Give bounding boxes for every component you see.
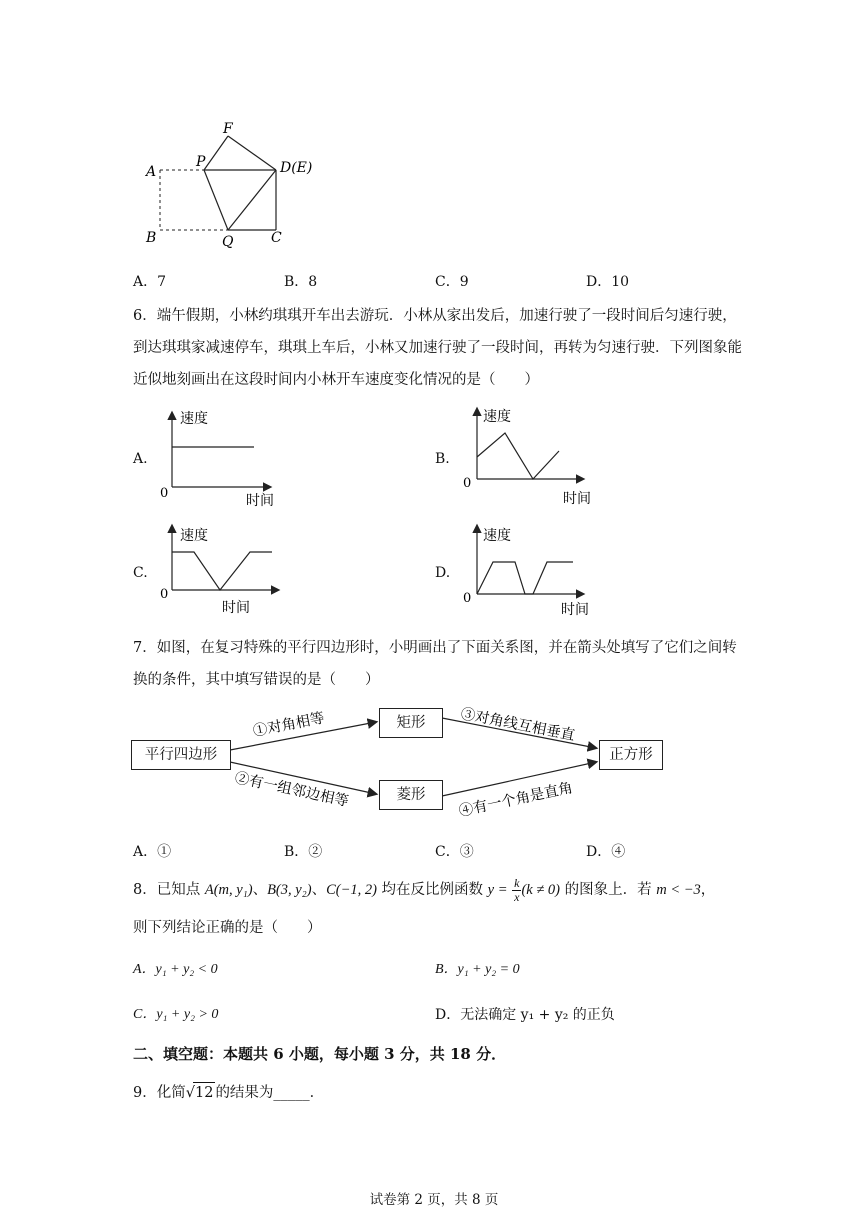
condition-2-label: ②有一组邻边相等 xyxy=(233,770,350,811)
q5-geometry-figure xyxy=(140,118,340,248)
q9-prefix: 9．化简 xyxy=(133,1085,186,1101)
q9-question xyxy=(133,1082,324,1103)
label-Q: Q xyxy=(222,234,234,248)
q6-option-c-letter[interactable]: C. xyxy=(133,565,148,581)
q8-option-c[interactable]: C．y₁ + y₂ > 0 xyxy=(133,1007,219,1022)
q8-question-line2: 则下列结论正确的是（ ） xyxy=(133,920,322,936)
q8-point-c: C(−1, 2) xyxy=(326,882,377,898)
q6-option-a-letter[interactable]: A. xyxy=(133,451,148,467)
graph-d-xlabel: 时间 xyxy=(561,602,589,618)
q8-mid: 均在反比例函数 xyxy=(381,882,484,898)
q5-option-d[interactable]: D．10 xyxy=(586,274,630,290)
graph-b-ylabel: 速度 xyxy=(483,409,511,425)
graph-a-origin: 0 xyxy=(160,486,169,501)
label-B: B xyxy=(146,230,157,246)
graph-c-ylabel: 速度 xyxy=(180,528,208,544)
graph-c-origin: 0 xyxy=(160,587,169,602)
box-parallelogram: 平行四边形 xyxy=(131,740,231,770)
q6-option-d-letter[interactable]: D. xyxy=(435,565,451,581)
box-rhombus: 菱形 xyxy=(379,780,443,810)
graph-d-ylabel: 速度 xyxy=(483,528,511,544)
q9-radicand: 12 xyxy=(193,1082,215,1103)
q6-option-b-letter[interactable]: B. xyxy=(435,451,450,467)
q5-option-c[interactable]: C．9 xyxy=(435,274,469,290)
condition-3-label: ③对角线互相垂直 xyxy=(459,706,577,745)
graph-a-ylabel: 速度 xyxy=(180,411,208,427)
label-A: A xyxy=(146,164,157,180)
q6-question-text: 6．端午假期，小林约琪琪开车出去游玩．小林从家出发后，加速行驶了一段时间后匀速行驶，到达琪琪家减速停车，琪琪上车后，小林又加速行驶了一段时间，再转为匀速行驶．下列图象能近似地刻画出在这段时间内小林开车速度变化情况的是（ ） xyxy=(133,308,742,388)
q7-option-c[interactable]: C．③ xyxy=(435,844,474,860)
graph-d-origin: 0 xyxy=(463,591,472,606)
q6-graph-a[interactable] xyxy=(150,405,290,510)
q8-point-a: A(m, y₁) xyxy=(204,882,253,898)
q7-question-text: 7．如图，在复习特殊的平行四边形时，小明画出了下面关系图，并在箭头处填写了它们之间转换的条件，其中填写错误的是（ ） xyxy=(133,640,737,688)
graph-c-xlabel: 时间 xyxy=(222,600,250,616)
graph-b-xlabel: 时间 xyxy=(563,491,591,507)
box-square: 正方形 xyxy=(599,740,663,770)
q8-after: 的图象上．若 xyxy=(564,882,652,898)
label-F: F xyxy=(223,121,233,137)
graph-b-origin: 0 xyxy=(463,476,472,491)
label-C: C xyxy=(271,230,282,246)
q8-question-line1: 8．已知点 A(m, y₁)、B(3, y₂)、C(−1, 2) 均在反比例函数 y = $\frac{k}{x}$ (k ≠ 0) 的图象上．若 m < −3， xyxy=(133,875,716,904)
graph-a-xlabel: 时间 xyxy=(246,493,274,509)
q8-prefix: 8．已知点 xyxy=(133,882,201,898)
label-P: P xyxy=(196,154,206,170)
q6-graph-c[interactable] xyxy=(150,522,290,622)
q8-frac-num: k xyxy=(514,875,520,890)
q8-frac-den: x xyxy=(514,889,520,904)
q8-option-d[interactable]: D．无法确定 y₁ + y₂ 的正负 xyxy=(435,1007,615,1023)
q6-graph-b[interactable] xyxy=(455,405,595,510)
q8-cond: (k ≠ 0) xyxy=(521,882,561,898)
condition-1-label: ①对角相等 xyxy=(251,710,326,740)
q6-graph-d[interactable] xyxy=(455,522,595,622)
q8-point-b: B(3, y₂) xyxy=(267,882,312,898)
q8-ineq: m < −3 xyxy=(656,882,701,898)
q8-func-y: y = xyxy=(487,882,508,898)
q8-option-a[interactable]: A．y₁ + y₂ < 0 xyxy=(133,962,218,977)
q7-option-a[interactable]: A．① xyxy=(133,844,172,860)
sqrt-icon: √ xyxy=(185,1085,195,1101)
q7-option-b[interactable]: B．② xyxy=(284,844,323,860)
label-DE: D(E) xyxy=(280,160,313,176)
box-rectangle: 矩形 xyxy=(379,708,443,738)
condition-4-label: ④有一个角是直角 xyxy=(457,780,575,820)
page-footer: 试卷第 2 页，共 8 页 xyxy=(369,1192,499,1208)
q7-option-d[interactable]: D．④ xyxy=(586,844,626,860)
q5-option-a[interactable]: A．7 xyxy=(133,274,167,290)
q8-option-b[interactable]: B．y₁ + y₂ = 0 xyxy=(435,962,520,977)
q5-option-b[interactable]: B．8 xyxy=(284,274,318,290)
section-2-heading: 二、填空题：本题共 6 小题，每小题 3 分，共 18 分． xyxy=(133,1045,507,1063)
q9-suffix: 的结果为_____． xyxy=(215,1085,325,1101)
